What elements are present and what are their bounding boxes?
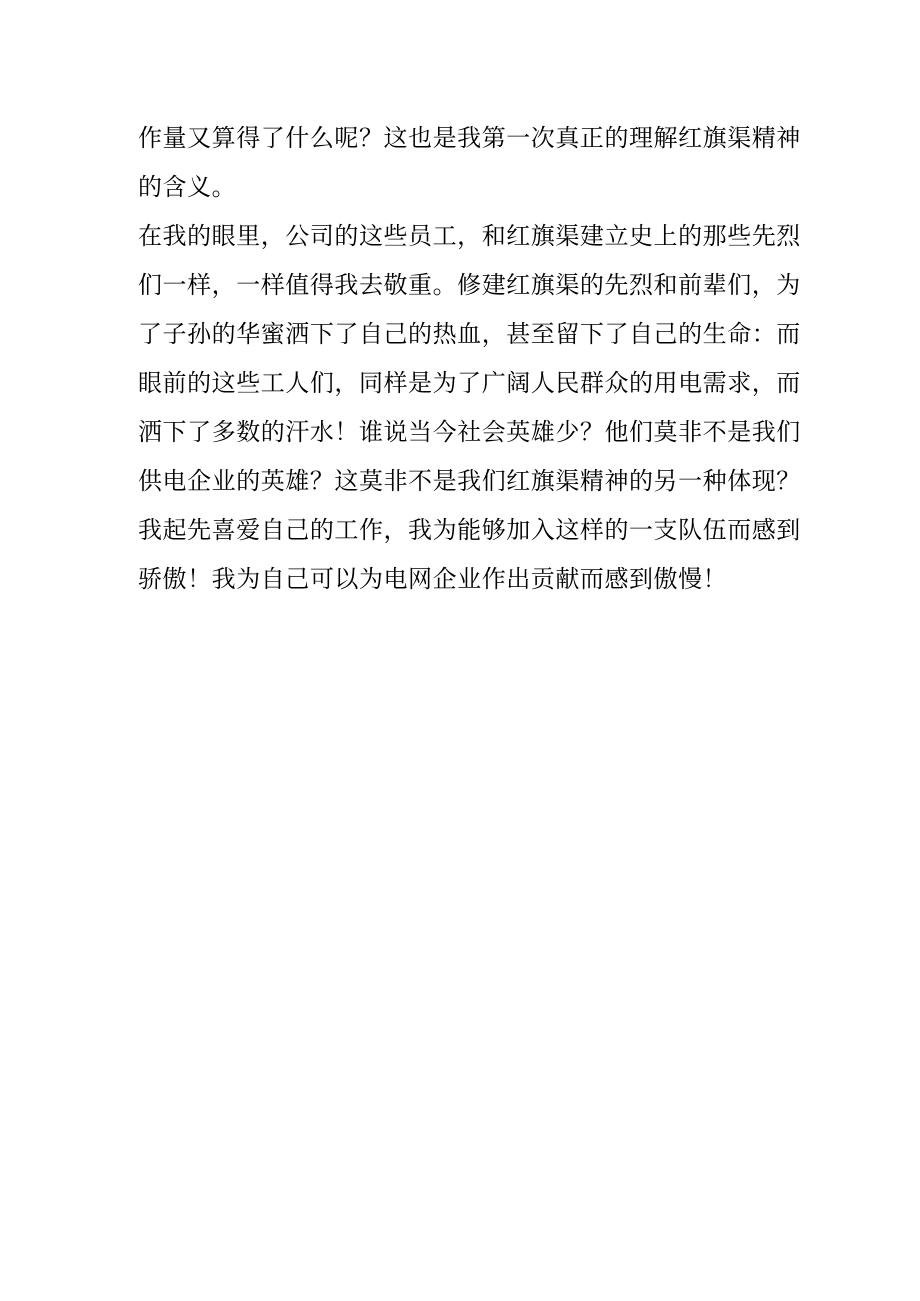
text-line: 们一样，一样值得我去敬重。修建红旗渠的先烈和前辈们，为 bbox=[138, 271, 801, 299]
text-line: 的含义。 bbox=[138, 173, 237, 201]
text-line: 了子孙的华蜜洒下了自己的热血，甚至留下了自己的生命：而 bbox=[138, 320, 801, 348]
text-line: 骄傲！我为自己可以为电网企业作出贡献而感到傲慢！ bbox=[138, 565, 728, 593]
text-line: 我起先喜爱自己的工作，我为能够加入这样的一支队伍而感到 bbox=[138, 516, 801, 544]
body-text bbox=[138, 114, 801, 604]
text-line: 作量又算得了什么呢？这也是我第一次真正的理解红旗渠精神 bbox=[138, 124, 801, 152]
text-line: 在我的眼里，公司的这些员工，和红旗渠建立史上的那些先烈 bbox=[138, 222, 801, 250]
text-line: 洒下了多数的汗水！谁说当今社会英雄少？他们莫非不是我们 bbox=[138, 418, 801, 446]
text-line: 供电企业的英雄？这莫非不是我们红旗渠精神的另一种体现？ bbox=[138, 467, 801, 495]
text-line: 眼前的这些工人们，同样是为了广阔人民群众的用电需求，而 bbox=[138, 369, 801, 397]
